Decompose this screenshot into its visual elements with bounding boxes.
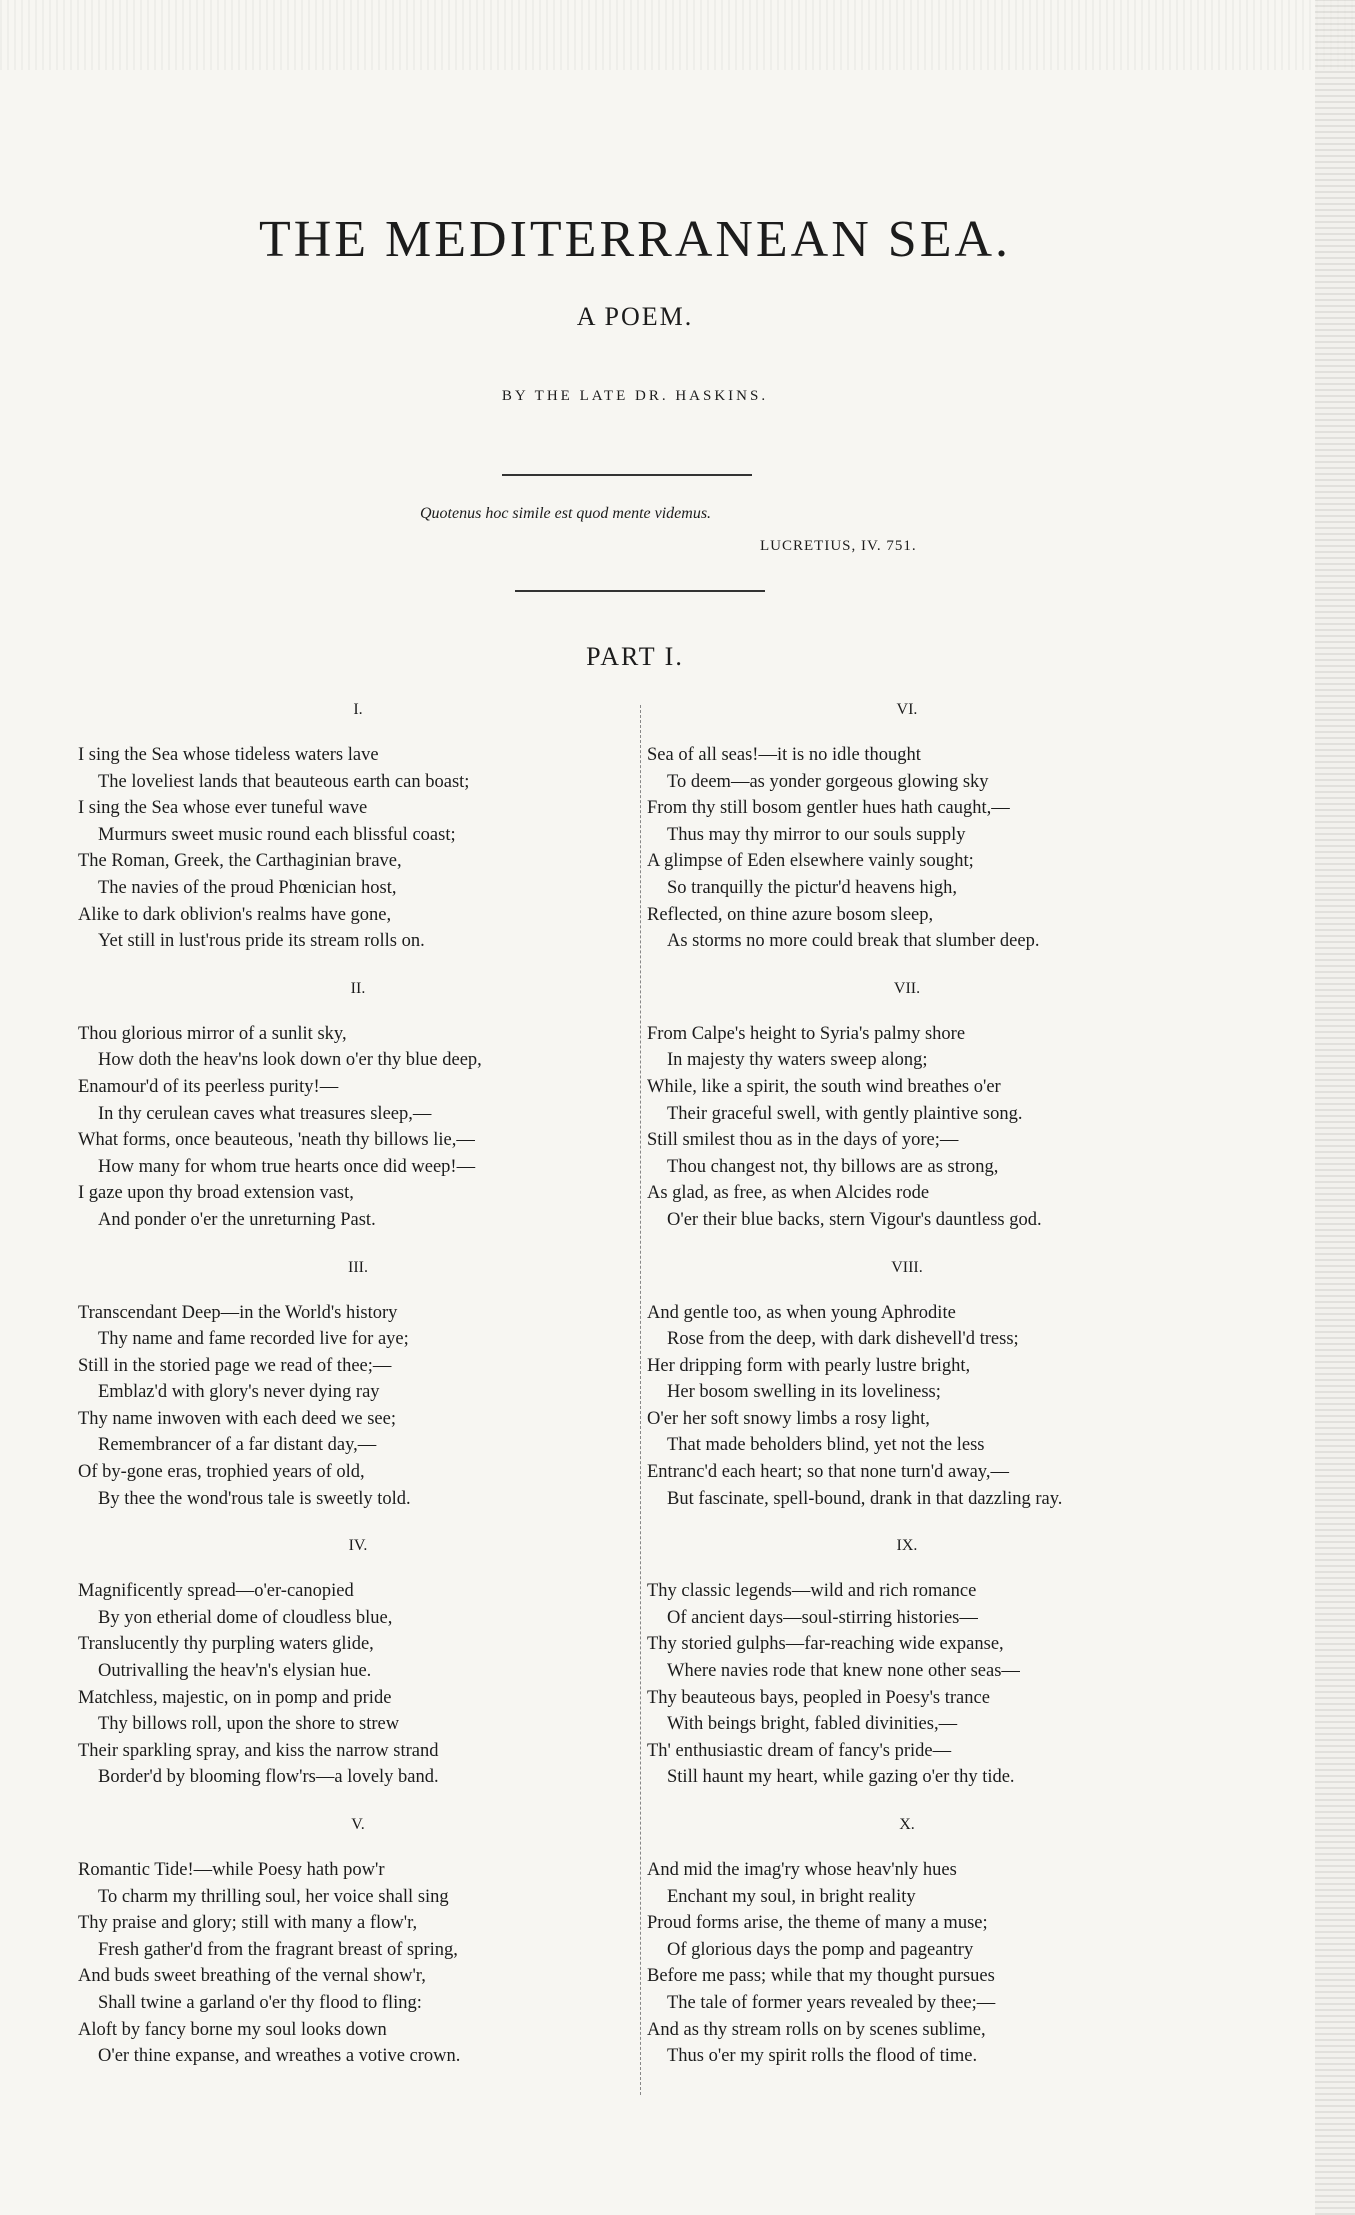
verse-line: And mid the imag'ry whose heav'nly hues	[647, 1860, 957, 1880]
verse-line: Entranc'd each heart; so that none turn'd away,—	[647, 1462, 1009, 1483]
verse-line: Still in the storied page we read of thee;—	[78, 1355, 392, 1376]
stanza	[647, 1536, 1167, 1791]
verse-line: That made beholders blind, yet not the less	[667, 1435, 985, 1456]
page-title: THE MEDITERRANEAN SEA.	[258, 211, 1012, 268]
verse-line: Thou glorious mirror of a sunlit sky,	[78, 1023, 347, 1044]
verse-line: Transcendant Deep—in the World's history	[78, 1302, 398, 1323]
rule-divider-top	[502, 474, 752, 476]
verse-line: O'er their blue backs, stern Vigour's dauntless god.	[667, 1209, 1042, 1230]
verse-line: In thy cerulean caves what treasures sleep,—	[98, 1103, 432, 1124]
verse-line: O'er her soft snowy limbs a rosy light,	[647, 1408, 930, 1429]
stanza-numeral: I.	[353, 701, 363, 718]
verse-line: The Roman, Greek, the Carthaginian brave,	[78, 851, 402, 872]
epigraph: Quotenus hoc simile est quod mente videmus.	[420, 505, 712, 522]
verse-line: Matchless, majestic, on in pomp and pride	[78, 1687, 392, 1708]
verse-line: Her dripping form with pearly lustre bright,	[647, 1355, 971, 1376]
verse-line: Thus o'er my spirit rolls the flood of time.	[667, 2046, 978, 2067]
left-column	[78, 700, 638, 2094]
stanza-numeral: VI.	[896, 701, 918, 718]
verse-line: By thee the wond'rous tale is sweetly told.	[98, 1488, 411, 1509]
verse-line: How doth the heav'ns look down o'er thy blue deep,	[98, 1050, 482, 1071]
verse-line: Murmurs sweet music round each blissful coast;	[98, 824, 456, 845]
verse-line: Her bosom swelling in its loveliness;	[667, 1382, 941, 1403]
verse-line: From thy still bosom gentler hues hath caught,—	[647, 798, 1010, 819]
verse-line: Before me pass; while that my thought pursues	[647, 1966, 995, 1987]
epigraph-citation: LUCRETIUS, IV. 751.	[760, 538, 917, 554]
verse-line: Of ancient days—soul-stirring histories—	[667, 1607, 978, 1628]
verse-line: The tale of former years revealed by thee;—	[667, 1992, 996, 2013]
stanza	[647, 979, 1167, 1234]
verse-line: How many for whom true hearts once did weep!—	[98, 1156, 476, 1177]
stanza	[647, 700, 1167, 955]
verse-line: Enamour'd of its peerless purity!—	[78, 1076, 339, 1097]
right-column	[647, 700, 1167, 2094]
verse-line: Romantic Tide!—while Poesy hath pow'r	[78, 1860, 385, 1880]
verse-line: Aloft by fancy borne my soul looks down	[78, 2019, 387, 2040]
verse-line: Sea of all seas!—it is no idle thought	[647, 745, 921, 765]
verse-line: Proud forms arise, the theme of many a muse;	[647, 1913, 988, 1934]
verse-line: Of glorious days the pomp and pageantry	[667, 1939, 974, 1960]
verse-line: The navies of the proud Phœnician host,	[98, 877, 397, 898]
verse-line: Of by-gone eras, trophied years of old,	[78, 1462, 365, 1483]
verse-line: With beings bright, fabled divinities,—	[667, 1714, 958, 1735]
rule-divider-bottom	[515, 590, 765, 592]
verse-line: A glimpse of Eden elsewhere vainly sought;	[647, 851, 974, 872]
column-divider	[640, 705, 641, 2095]
verse-line: So tranquilly the pictur'd heavens high,	[667, 877, 958, 898]
verse-line: And ponder o'er the unreturning Past.	[98, 1209, 376, 1230]
stanza	[78, 979, 638, 1234]
verse-line: By yon etherial dome of cloudless blue,	[98, 1607, 393, 1628]
stanza-numeral: II.	[350, 979, 366, 997]
stanza-numeral: VII.	[893, 979, 921, 997]
verse-line: I sing the Sea whose tideless waters lave	[78, 745, 379, 765]
verse-line: From Calpe's height to Syria's palmy shore	[647, 1023, 966, 1044]
verse-line: Thy name and fame recorded live for aye;	[98, 1329, 409, 1350]
verse-line: As storms no more could break that slumber deep.	[667, 931, 1040, 952]
verse-line: Yet still in lust'rous pride its stream rolls on.	[98, 931, 425, 952]
verse-line: While, like a spirit, the south wind breathes o'er	[647, 1076, 1001, 1097]
verse-line: O'er thine expanse, and wreathes a votive crown.	[98, 2046, 461, 2067]
stanza	[78, 1258, 638, 1513]
stanza-numeral: IX.	[896, 1537, 918, 1555]
verse-line: In majesty thy waters sweep along;	[667, 1050, 928, 1071]
stanza	[78, 1536, 638, 1791]
verse-line: Emblaz'd with glory's never dying ray	[98, 1382, 380, 1403]
stanza-numeral: V.	[351, 1816, 365, 1833]
verse-line: But fascinate, spell-bound, drank in that dazzling ray.	[667, 1488, 1063, 1509]
verse-line: Their sparkling spray, and kiss the narrow strand	[78, 1740, 439, 1761]
stanza	[647, 1258, 1167, 1513]
scan-noise-right	[1315, 0, 1355, 2215]
stanza-numeral: IV.	[348, 1537, 368, 1555]
verse-line: And as thy stream rolls on by scenes sublime,	[647, 2019, 986, 2040]
stanza-numeral: III.	[348, 1258, 368, 1276]
verse-line: Rose from the deep, with dark dishevell'd tress;	[667, 1329, 1019, 1350]
verse-line: And buds sweet breathing of the vernal show'r,	[78, 1966, 426, 1987]
verse-line: Still haunt my heart, while gazing o'er thy tide.	[667, 1767, 1015, 1788]
verse-line: Outrivalling the heav'n's elysian hue.	[98, 1661, 372, 1682]
stanza-numeral: X.	[899, 1816, 915, 1833]
verse-line: Thou changest not, thy billows are as strong,	[667, 1156, 999, 1177]
verse-line: Fresh gather'd from the fragrant breast of spring,	[98, 1939, 458, 1960]
verse-line: Border'd by blooming flow'rs—a lovely band.	[98, 1767, 439, 1788]
part-heading: PART I.	[586, 642, 684, 671]
verse-line: Shall twine a garland o'er thy flood to fling:	[98, 1992, 422, 2013]
verse-line: To deem—as yonder gorgeous glowing sky	[667, 771, 989, 792]
verse-line: What forms, once beauteous, 'neath thy billows lie,—	[78, 1130, 475, 1151]
verse-line: Magnificently spread—o'er-canopied	[78, 1581, 354, 1602]
verse-line: To charm my thrilling soul, her voice shall sing	[98, 1886, 449, 1907]
verse-line: The loveliest lands that beauteous earth can boast;	[98, 771, 470, 792]
verse-line: I sing the Sea whose ever tuneful wave	[78, 798, 368, 819]
verse-line: Enchant my soul, in bright reality	[667, 1886, 916, 1907]
verse-line: Thus may thy mirror to our souls supply	[667, 824, 966, 845]
stanza	[78, 700, 638, 955]
verse-line: Thy beauteous bays, peopled in Poesy's trance	[647, 1687, 990, 1708]
verse-line: Translucently thy purpling waters glide,	[78, 1634, 374, 1655]
verse-line: Th' enthusiastic dream of fancy's pride—	[647, 1740, 952, 1761]
verse-line: Still smilest thou as in the days of yore;—	[647, 1130, 959, 1151]
verse-line: Thy storied gulphs—far-reaching wide expanse,	[647, 1634, 1004, 1655]
verse-line: Thy classic legends—wild and rich romance	[647, 1581, 977, 1602]
author-byline: BY THE LATE DR. HASKINS.	[501, 388, 769, 404]
scan-noise-top	[0, 0, 1355, 70]
verse-line: Where navies rode that knew none other seas—	[667, 1661, 1020, 1682]
verse-line: Remembrancer of a far distant day,—	[98, 1435, 377, 1456]
stanza	[78, 1815, 638, 2070]
verse-line: Reflected, on thine azure bosom sleep,	[647, 904, 934, 925]
verse-line: Thy name inwoven with each deed we see;	[78, 1408, 396, 1429]
verse-line: I gaze upon thy broad extension vast,	[78, 1183, 354, 1204]
verse-line: Alike to dark oblivion's realms have gone,	[78, 904, 392, 925]
stanza	[647, 1815, 1167, 2070]
verse-line: And gentle too, as when young Aphrodite	[647, 1302, 956, 1323]
verse-line: Their graceful swell, with gently plaintive song.	[667, 1103, 1023, 1124]
verse-line: Thy praise and glory; still with many a flow'r,	[78, 1913, 418, 1934]
poem-subtitle: A POEM.	[576, 302, 694, 331]
verse-line: As glad, as free, as when Alcides rode	[647, 1183, 930, 1204]
stanza-numeral: VIII.	[891, 1258, 923, 1276]
verse-line: Thy billows roll, upon the shore to strew	[98, 1714, 400, 1735]
